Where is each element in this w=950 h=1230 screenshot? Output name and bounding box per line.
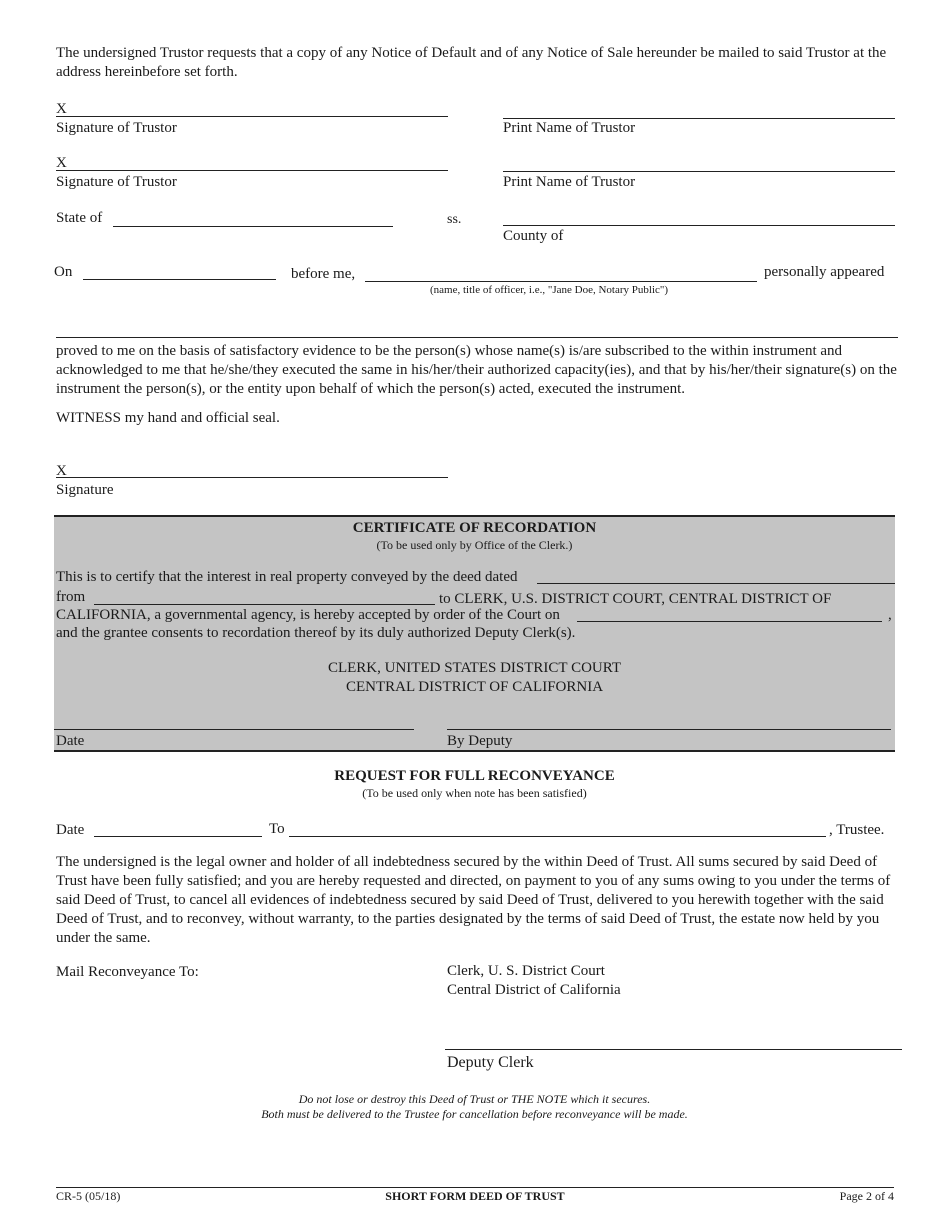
state-of-field[interactable]	[113, 226, 393, 227]
x-mark: X	[56, 155, 67, 171]
notice-line-1: Do not lose or destroy this Deed of Trust or THE NOTE which it secures.	[298, 1092, 651, 1106]
witness-text: WITNESS my hand and official seal.	[56, 410, 280, 426]
certificate-subtitle: (To be used only by Office of the Clerk.)	[376, 538, 573, 552]
deed-date-field[interactable]	[537, 583, 895, 584]
certificate-date-field[interactable]	[54, 729, 414, 730]
form-id: CR-5 (05/18)	[56, 1189, 121, 1203]
officer-hint: (name, title of officer, i.e., "Jane Doe, Notary Public")	[430, 284, 669, 296]
on-label: On	[54, 264, 73, 280]
by-deputy-label: By Deputy	[447, 733, 513, 749]
to-label: To	[269, 821, 285, 837]
page-number: Page 2 of 4	[839, 1189, 894, 1203]
before-me-label: before me,	[291, 266, 356, 282]
reconveyance-title: REQUEST FOR FULL RECONVEYANCE	[334, 768, 615, 784]
footer-doc-title: SHORT FORM DEED OF TRUST	[385, 1189, 565, 1203]
trustee-label: , Trustee.	[829, 822, 885, 838]
notary-date-field[interactable]	[83, 279, 276, 280]
clerk-line-2: CENTRAL DISTRICT OF CALIFORNIA	[345, 679, 604, 695]
certificate-line-4: and the grantee consents to recordation thereof by its duly authorized Deputy Clerk(s).	[56, 625, 576, 641]
trustee-name-field[interactable]	[289, 836, 826, 837]
county-of-label: County of	[503, 228, 564, 244]
certificate-line-3: CALIFORNIA, a governmental agency, is hereby accepted by order of the Court on	[56, 607, 560, 623]
address-line-1: Clerk, U. S. District Court	[447, 963, 605, 979]
print-name-of-trustor-label: Print Name of Trustor	[503, 174, 636, 190]
mail-reconveyance-label: Mail Reconveyance To:	[56, 964, 199, 980]
appeared-names-field[interactable]	[56, 337, 898, 338]
trustor-signature-line-1[interactable]	[56, 116, 448, 117]
reconveyance-paragraph: The undersigned is the legal owner and holder of all indebtedness secured by the within Deed of Trust. All sums secured by said Deed of Trust have been fully satisfied; and you are hereby requested and directed, on payment to you of any sums owing to you under the terms of said Deed of Trust, to cancel all evidences of indebtedness secured by said Deed of Trust, delivered to you herewith together with the said Deed of Trust, and to reconvey, without warranty, to the parties designated by the terms of said Deed of Trust, the estate now held by you under the same.	[56, 854, 891, 946]
to-clerk-text: to CLERK, U.S. DISTRICT COURT, CENTRAL DISTRICT OF	[439, 591, 832, 607]
trustor-signature-line-2[interactable]	[56, 170, 448, 171]
state-of-label: State of	[56, 210, 103, 226]
x-mark: X	[56, 463, 67, 479]
by-deputy-field[interactable]	[447, 729, 891, 730]
comma: ,	[888, 607, 892, 623]
ss-label: ss.	[447, 212, 462, 227]
reconveyance-subtitle: (To be used only when note has been satisfied)	[362, 786, 587, 800]
certificate-date-label: Date	[56, 733, 85, 749]
signature-label: Signature	[56, 482, 114, 498]
footer-divider	[56, 1187, 894, 1188]
clerk-line-1: CLERK, UNITED STATES DISTRICT COURT	[327, 660, 622, 676]
personally-appeared-label: personally appeared	[764, 264, 885, 280]
trustor-print-name-line-2[interactable]	[503, 171, 895, 172]
grantor-field[interactable]	[94, 604, 435, 605]
certificate-title: CERTIFICATE OF RECORDATION	[352, 520, 597, 536]
address-line-2: Central District of California	[447, 982, 621, 998]
signature-of-trustor-label: Signature of Trustor	[56, 120, 177, 136]
proved-paragraph: proved to me on the basis of satisfactory evidence to be the person(s) whose name(s) is/are subscribed to the within instrument and acknowledged to me that he/she/they executed the same in his/her/their authorized capacity(ies), and that by his/her/their signature(s) on the instrument the person(s), or the entity upon behalf of which the person(s) acted, executed the instrument.	[56, 343, 897, 397]
print-name-of-trustor-label: Print Name of Trustor	[503, 120, 636, 136]
notice-line-2: Both must be delivered to the Trustee for cancellation before reconveyance will be made.	[261, 1107, 688, 1121]
certificate-line-1: This is to certify that the interest in real property conveyed by the deed dated	[56, 569, 518, 585]
court-order-date-field[interactable]	[577, 621, 882, 622]
from-label: from	[56, 589, 86, 605]
county-of-field[interactable]	[503, 225, 895, 226]
x-mark: X	[56, 101, 67, 117]
notary-signature-line[interactable]	[56, 477, 448, 478]
reconveyance-date-field[interactable]	[94, 836, 262, 837]
reconveyance-date-label: Date	[56, 822, 85, 838]
signature-of-trustor-label: Signature of Trustor	[56, 174, 177, 190]
deputy-clerk-signature-line[interactable]	[445, 1049, 902, 1050]
officer-name-field[interactable]	[365, 281, 757, 282]
deputy-clerk-label: Deputy Clerk	[447, 1054, 534, 1071]
intro-paragraph: The undersigned Trustor requests that a copy of any Notice of Default and of any Notice of Sale hereunder be mailed to said Trustor at the address hereinbefore set forth.	[56, 45, 887, 80]
